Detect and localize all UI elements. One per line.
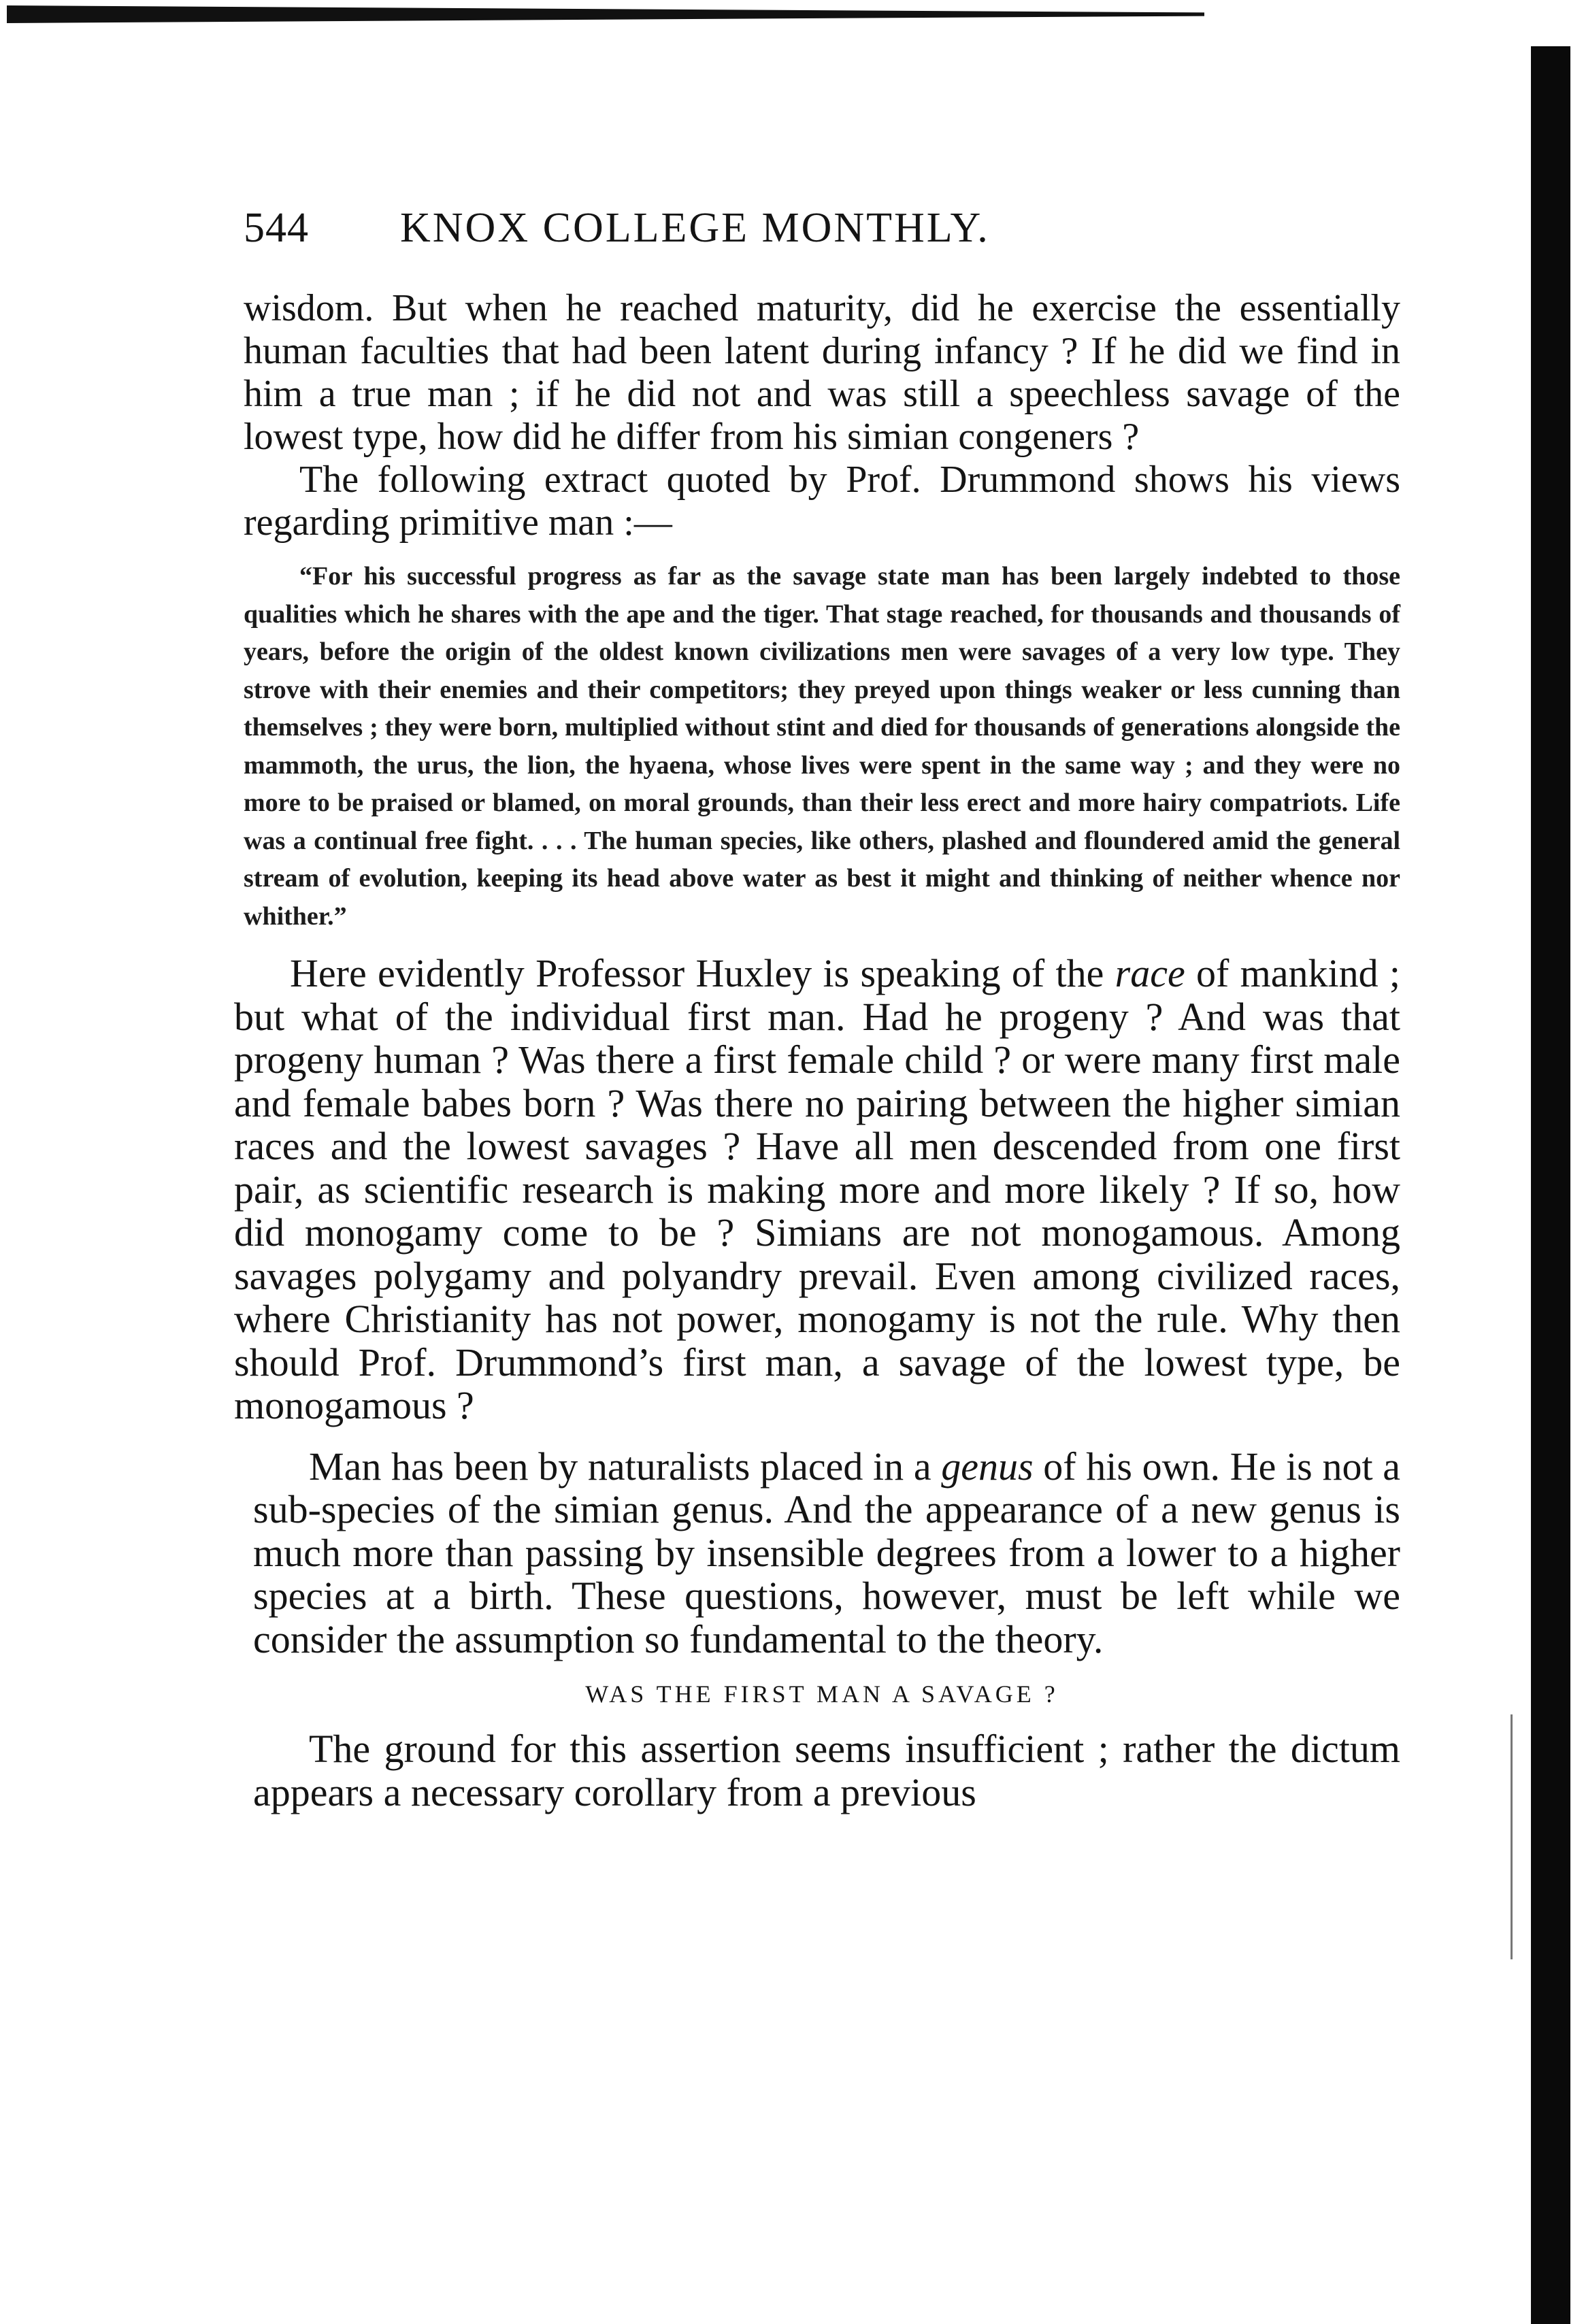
scan-edge-rule <box>7 5 1204 23</box>
paragraph-4-text-a: Man has been by naturalists placed in a <box>309 1444 942 1489</box>
scan-margin-line <box>1511 1714 1513 1959</box>
page-number: 544 <box>244 205 309 251</box>
page-header <box>244 204 1400 259</box>
paragraph-4-text-b: of his own. He is not a sub-species of the simian genus. And the appearance of a new genus is much more than passing by insensible degrees from a lower to a higher species at a birth. These questions, however, must be left while we consider the assumption so fundamental to the theory. <box>253 1444 1401 1661</box>
paragraph-2: The following extract quoted by Prof. Drummond shows his views regarding primitive man :— <box>244 459 1400 544</box>
scan-edge-bar <box>1531 46 1570 2324</box>
paragraph-4 <box>253 1445 1400 1661</box>
paragraph-3-text-a: Here evidently Professor Huxley is speaking of the <box>290 951 1115 995</box>
section-heading: WAS THE FIRST MAN A SAVAGE ? <box>585 1680 1059 1708</box>
paragraph-1: wisdom. But when he reached maturity, did he exercise the essentially human faculties that had been latent during infancy ? If he did we find in him a true man ; if he did not and was still a speechless savage of the lowest type, how did he differ from his simian congeners ? <box>244 287 1400 458</box>
page-content <box>234 204 1401 1814</box>
emphasis-race: race <box>1115 951 1185 995</box>
emphasis-genus: genus <box>941 1444 1034 1489</box>
paragraph-3-text-b: of mankind ; but what of the individual first man. Had he progeny ? And was that progeny human ? Was there a first female child ? or were many first male and female babes born ? Was there no pairing between the higher simian races and the lowest savages ? Have all men descended from one first pair, as scientific research is making more and more likely ? If so, how did monogamy come to be ? Simians are not monogamous. Among savages polygamy and polyandry prevail. Even among civilized races, where Christianity has not power, monogamy is not the rule. Why then should Prof. Drummond’s first man, a savage of the lowest type, be monogamous ? <box>234 951 1400 1427</box>
paragraph-5: The ground for this assertion seems insufficient ; rather the dictum appears a necessary corollary from a previous <box>253 1727 1400 1814</box>
running-title: KNOX COLLEGE MONTHLY. <box>400 205 990 251</box>
paragraph-3 <box>234 952 1400 1427</box>
block-quote: “For his successful progress as far as the savage state man has been largely indebted to those qualities which he shares with the ape and the tiger. That stage reached, for thousands and thousands of years, before the origin of the oldest known civilizations men were savages of a very low type. They strove with their enemies and their competitors; they preyed upon things weaker or less cunning than themselves ; they were born, multiplied without stint and died for thousands of generations alongside the mammoth, the urus, the lion, the hyaena, whose lives were spent in the same way ; and they were no more to be praised or blamed, on moral grounds, than their less erect and more hairy compatriots. Life was a continual free fight. . . . The human species, like others, plashed and floundered amid the general stream of evolution, keeping its head above water as best it might and thinking of neither whence nor whither.” <box>244 562 1400 931</box>
